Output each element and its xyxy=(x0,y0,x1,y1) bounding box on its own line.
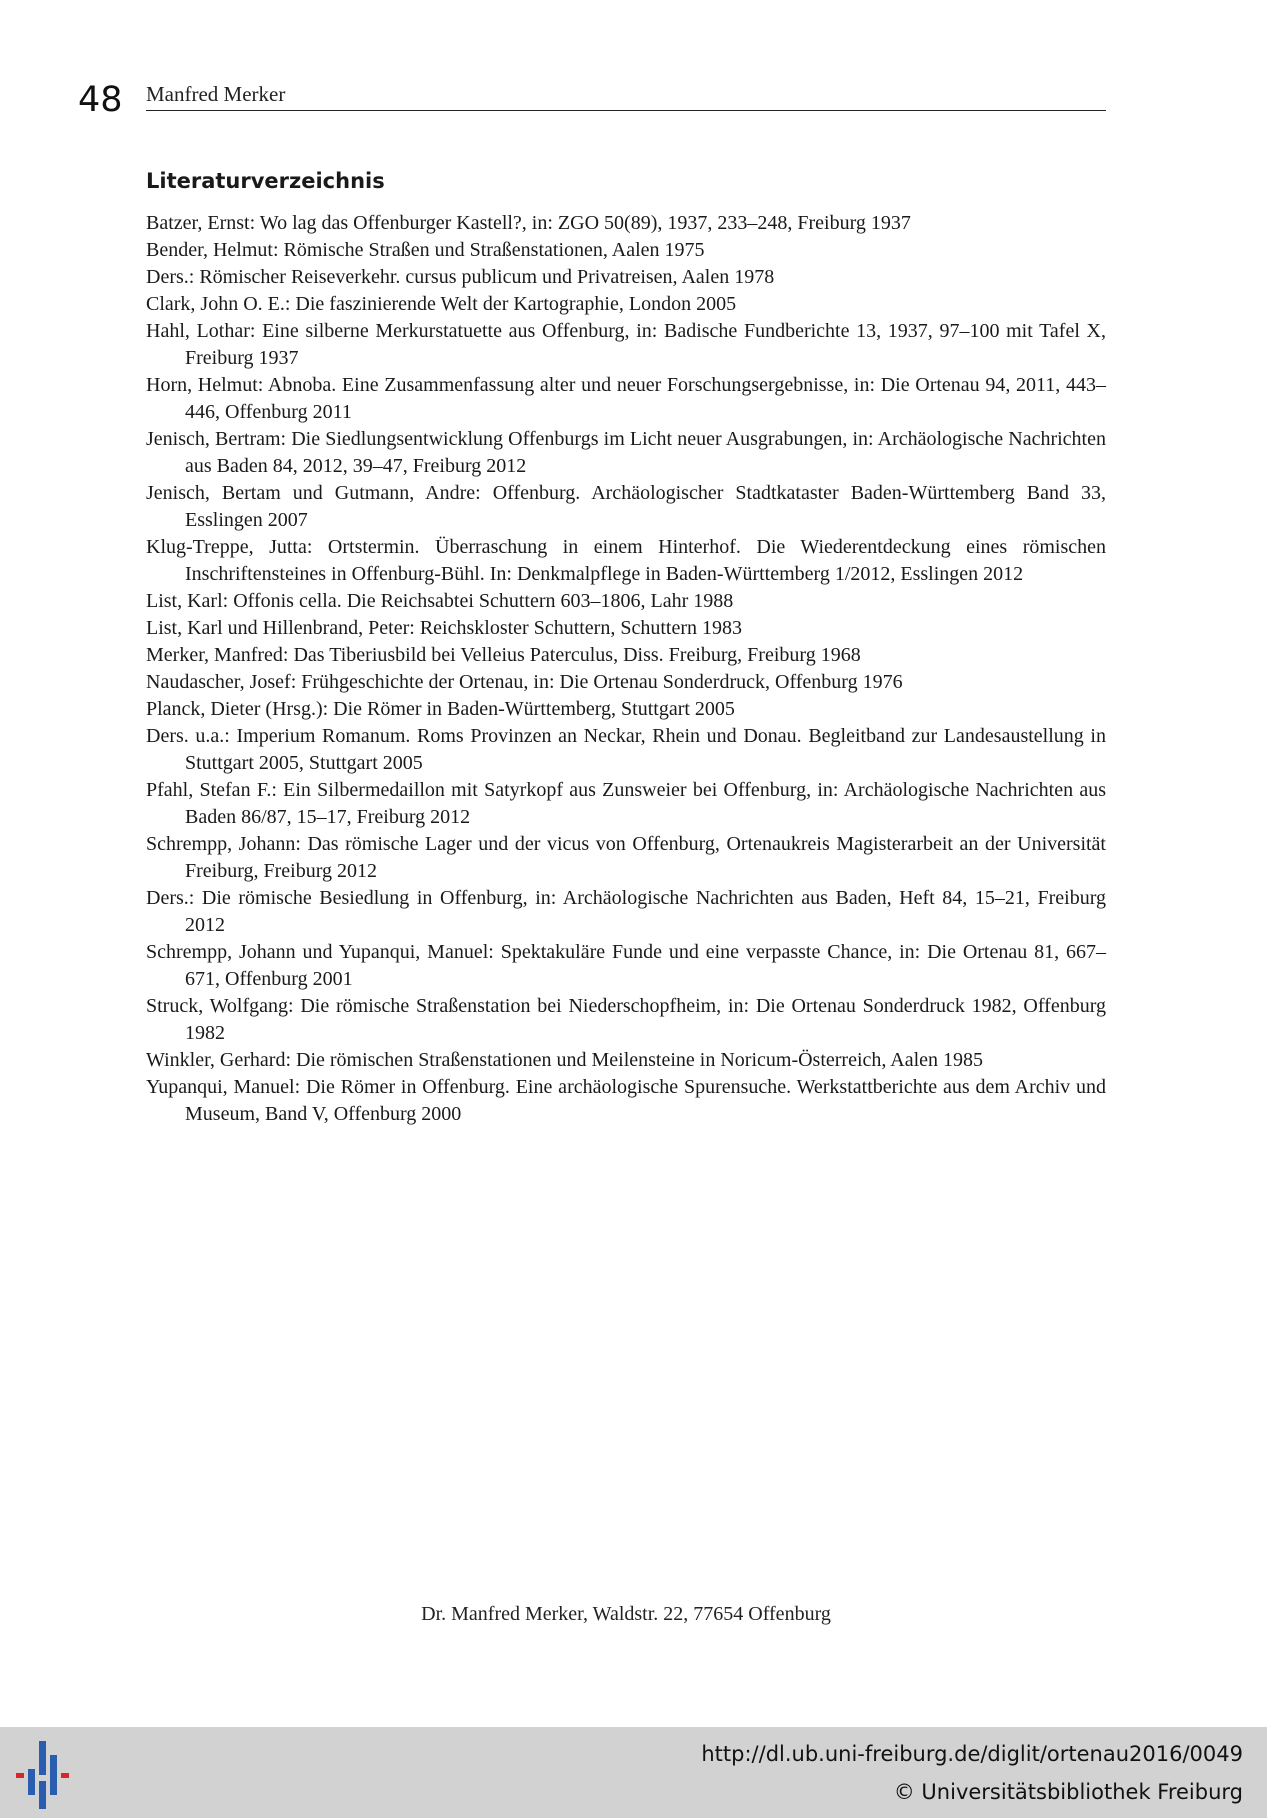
section-title: Literaturverzeichnis xyxy=(146,169,385,193)
reference-entry: Planck, Dieter (Hrsg.): Die Römer in Baden-Württemberg, Stuttgart 2005 xyxy=(146,698,735,720)
reference-entry: Ders.: Die römische Besiedlung in Offenburg, in: Archäologische Nachrichten aus Baden, Heft 84, 15–21, Freiburg 2012 xyxy=(146,887,1106,936)
reference-entry: List, Karl und Hillenbrand, Peter: Reichskloster Schuttern, Schuttern 1983 xyxy=(146,617,742,639)
reference-entry: Jenisch, Bertram: Die Siedlungsentwicklung Offenburgs im Licht neuer Ausgrabungen, in: Archäologische Nachrichten aus Baden 84, 2012, 39–47, Freiburg 2012 xyxy=(146,428,1106,477)
footer-copyright: © Universitätsbibliothek Freiburg xyxy=(893,1780,1243,1804)
reference-entry: Bender, Helmut: Römische Straßen und Straßenstationen, Aalen 1975 xyxy=(146,239,705,261)
reference-entry: Schrempp, Johann: Das römische Lager und der vicus von Offenburg, Ortenaukreis Magisterarbeit an der Universität Freiburg, Freiburg 2012 xyxy=(146,833,1106,882)
reference-entry: Ders.: Römischer Reiseverkehr. cursus publicum und Privatreisen, Aalen 1978 xyxy=(146,266,775,288)
reference-entry: Schrempp, Johann und Yupanqui, Manuel: Spektakuläre Funde und eine verpasste Chance, in: Die Ortenau 81, 667–671, Offenburg 2001 xyxy=(146,941,1106,990)
running-head: Manfred Merker xyxy=(146,82,286,106)
reference-entry: Horn, Helmut: Abnoba. Eine Zusammenfassung alter und neuer Forschungsergebnisse, in: Die Ortenau 94, 2011, 443–446, Offenburg 2011 xyxy=(146,374,1106,423)
reference-entry: Hahl, Lothar: Eine silberne Merkurstatuette aus Offenburg, in: Badische Fundberichte 13, 1937, 97–100 mit Tafel X, Freiburg 1937 xyxy=(146,320,1106,369)
reference-entry: Clark, John O. E.: Die faszinierende Welt der Kartographie, London 2005 xyxy=(146,293,737,315)
reference-list xyxy=(146,210,1106,1128)
page-number: 48 xyxy=(78,80,123,120)
reference-entry: Winkler, Gerhard: Die römischen Straßenstationen und Meilensteine in Noricum-Österreich, Aalen 1985 xyxy=(146,1049,984,1071)
reference-entry: Klug-Treppe, Jutta: Ortstermin. Überraschung in einem Hinterhof. Die Wiederentdeckung eines römischen Inschriftensteines in Offenburg-Bühl. In: Denkmalpflege in Baden-Württemberg 1/2012, Esslingen 2012 xyxy=(146,536,1106,585)
footer-url[interactable]: http://dl.ub.uni-freiburg.de/diglit/ortenau2016/0049 xyxy=(701,1742,1243,1766)
reference-entry: Pfahl, Stefan F.: Ein Silbermedaillon mit Satyrkopf aus Zunsweier bei Offenburg, in: Archäologische Nachrichten aus Baden 86/87, 15–17, Freiburg 2012 xyxy=(146,779,1106,828)
reference-entry: Naudascher, Josef: Frühgeschichte der Ortenau, in: Die Ortenau Sonderdruck, Offenburg 1976 xyxy=(146,671,903,693)
reference-entry: Jenisch, Bertam und Gutmann, Andre: Offenburg. Archäologischer Stadtkataster Baden-Württemberg Band 33, Esslingen 2007 xyxy=(146,482,1106,531)
reference-entry: Struck, Wolfgang: Die römische Straßenstation bei Niederschopfheim, in: Die Ortenau Sonderdruck 1982, Offenburg 1982 xyxy=(146,995,1106,1044)
reference-entry: Yupanqui, Manuel: Die Römer in Offenburg. Eine archäologische Spurensuche. Werkstattberichte aus dem Archiv und Museum, Band V, Offenburg 2000 xyxy=(146,1076,1106,1125)
university-library-logo-icon xyxy=(16,1741,80,1809)
reference-entry: Merker, Manfred: Das Tiberiusbild bei Velleius Paterculus, Diss. Freiburg, Freiburg 1968 xyxy=(146,644,861,666)
footer-bar xyxy=(0,1727,1267,1818)
reference-entry: List, Karl: Offonis cella. Die Reichsabtei Schuttern 603–1806, Lahr 1988 xyxy=(146,590,734,612)
reference-entry: Batzer, Ernst: Wo lag das Offenburger Kastell?, in: ZGO 50(89), 1937, 233–248, Freiburg 1937 xyxy=(146,212,911,234)
author-address: Dr. Manfred Merker, Waldstr. 22, 77654 Offenburg xyxy=(421,1603,831,1625)
reference-entry: Ders. u.a.: Imperium Romanum. Roms Provinzen an Neckar, Rhein und Donau. Begleitband zur Landesaustellung in Stuttgart 2005, Stuttgart 2005 xyxy=(146,725,1106,774)
header-rule xyxy=(146,110,1106,111)
